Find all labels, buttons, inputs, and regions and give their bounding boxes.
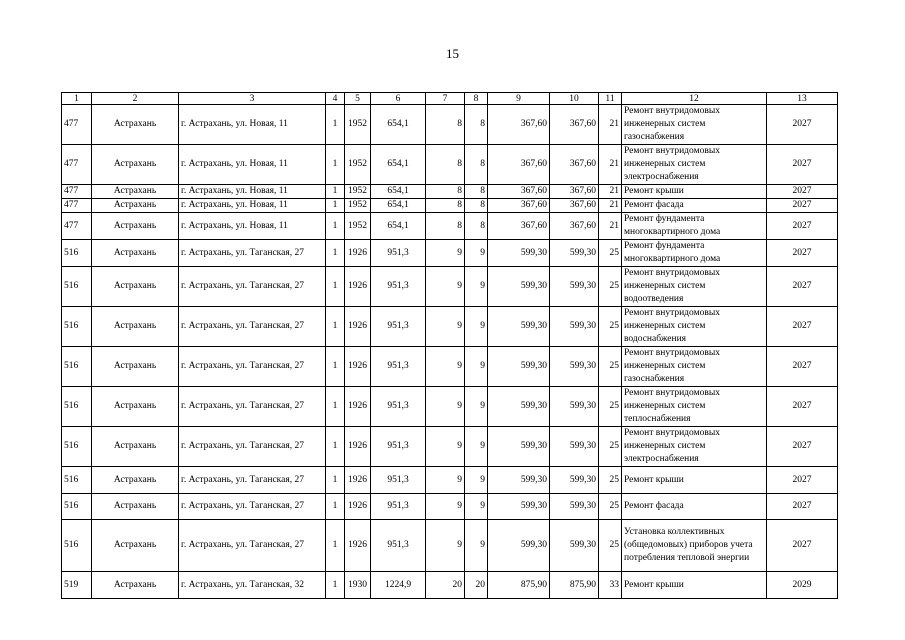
column-10-cell: 599,30 xyxy=(550,387,599,427)
column-7-cell: 8 xyxy=(426,199,465,213)
work-type-line: газоснабжения xyxy=(624,374,685,384)
city-cell: Астрахань xyxy=(92,427,179,467)
work-type-line: инженерных систем xyxy=(624,321,706,331)
column-8-cell: 9 xyxy=(465,427,488,467)
row-number-cell: 516 xyxy=(62,347,92,387)
work-type-line: Ремонт крыши xyxy=(624,186,684,196)
column-header: 2 xyxy=(92,93,179,105)
planned-year-cell: 2027 xyxy=(767,105,838,145)
address-cell: г. Астрахань, ул. Новая, 11 xyxy=(179,105,326,145)
address-cell: г. Астрахань, ул. Таганская, 27 xyxy=(179,427,326,467)
year-cell: 1952 xyxy=(345,105,371,145)
column-4-cell: 1 xyxy=(326,145,345,185)
work-type-line: Ремонт внутридомовых xyxy=(624,146,720,156)
work-type-cell xyxy=(622,520,767,572)
column-4-cell: 1 xyxy=(326,213,345,240)
column-9-cell: 599,30 xyxy=(488,307,550,347)
city-cell: Астрахань xyxy=(92,387,179,427)
work-type-line: инженерных систем xyxy=(624,441,706,451)
column-header: 12 xyxy=(622,93,767,105)
column-9-cell: 367,60 xyxy=(488,145,550,185)
city-cell: Астрахань xyxy=(92,105,179,145)
column-4-cell: 1 xyxy=(326,520,345,572)
column-11-cell: 21 xyxy=(599,199,622,213)
column-11-cell: 25 xyxy=(599,307,622,347)
column-7-cell: 8 xyxy=(426,145,465,185)
city-cell: Астрахань xyxy=(92,267,179,307)
year-cell: 1926 xyxy=(345,347,371,387)
work-type-line: потребления тепловой энергии xyxy=(624,553,750,563)
area-cell: 951,3 xyxy=(371,307,426,347)
planned-year-cell: 2027 xyxy=(767,307,838,347)
address-cell: г. Астрахань, ул. Новая, 11 xyxy=(179,145,326,185)
work-type-cell xyxy=(622,572,767,599)
work-type-line: Ремонт фасада xyxy=(624,200,684,210)
column-10-cell: 599,30 xyxy=(550,494,599,520)
work-type-line: электроснабжения xyxy=(624,454,699,464)
work-type-cell xyxy=(622,105,767,145)
year-cell: 1926 xyxy=(345,387,371,427)
city-cell: Астрахань xyxy=(92,520,179,572)
column-4-cell: 1 xyxy=(326,467,345,494)
column-11-cell: 21 xyxy=(599,185,622,199)
column-9-cell: 599,30 xyxy=(488,267,550,307)
address-cell: г. Астрахань, ул. Таганская, 27 xyxy=(179,307,326,347)
work-type-cell xyxy=(622,494,767,520)
address-cell: г. Астрахань, ул. Таганская, 27 xyxy=(179,240,326,267)
address-cell: г. Астрахань, ул. Таганская, 27 xyxy=(179,387,326,427)
year-cell: 1952 xyxy=(345,185,371,199)
row-number-cell: 519 xyxy=(62,572,92,599)
column-11-cell: 25 xyxy=(599,520,622,572)
column-4-cell: 1 xyxy=(326,199,345,213)
column-4-cell: 1 xyxy=(326,427,345,467)
work-type-line: инженерных систем xyxy=(624,281,706,291)
column-header: 3 xyxy=(179,93,326,105)
column-7-cell: 9 xyxy=(426,427,465,467)
city-cell: Астрахань xyxy=(92,213,179,240)
column-header: 5 xyxy=(345,93,371,105)
year-cell: 1926 xyxy=(345,267,371,307)
work-type-cell xyxy=(622,427,767,467)
table-row xyxy=(62,520,838,572)
work-type-line: Ремонт внутридомовых xyxy=(624,348,720,358)
column-header: 10 xyxy=(550,93,599,105)
work-type-cell xyxy=(622,240,767,267)
city-cell: Астрахань xyxy=(92,185,179,199)
work-type-line: Ремонт крыши xyxy=(624,474,684,485)
column-header: 9 xyxy=(488,93,550,105)
work-type-line: многоквартирного дома xyxy=(624,254,721,264)
work-type-line: водоотведения xyxy=(624,294,684,304)
work-type-line: Ремонт внутридомовых xyxy=(624,428,720,438)
column-10-cell: 599,30 xyxy=(550,520,599,572)
work-type-line: инженерных систем xyxy=(624,401,706,411)
work-type-line: инженерных систем xyxy=(624,119,706,129)
area-cell: 951,3 xyxy=(371,494,426,520)
planned-year-cell: 2027 xyxy=(767,185,838,199)
column-9-cell: 599,30 xyxy=(488,467,550,494)
column-10-cell: 599,30 xyxy=(550,347,599,387)
row-number-cell: 516 xyxy=(62,387,92,427)
row-number-cell: 516 xyxy=(62,494,92,520)
capital-repair-table xyxy=(61,92,838,599)
area-cell: 951,3 xyxy=(371,387,426,427)
work-type-cell xyxy=(622,185,767,199)
row-number-cell: 516 xyxy=(62,307,92,347)
city-cell: Астрахань xyxy=(92,494,179,520)
planned-year-cell: 2027 xyxy=(767,467,838,494)
column-7-cell: 9 xyxy=(426,240,465,267)
year-cell: 1952 xyxy=(345,145,371,185)
city-cell: Астрахань xyxy=(92,199,179,213)
table-body xyxy=(62,105,838,599)
column-11-cell: 25 xyxy=(599,267,622,307)
column-7-cell: 8 xyxy=(426,213,465,240)
work-type-line: водоснабжения xyxy=(624,334,687,344)
row-number-cell: 477 xyxy=(62,199,92,213)
work-type-line: Ремонт фундамента xyxy=(624,214,705,224)
row-number-cell: 516 xyxy=(62,467,92,494)
column-4-cell: 1 xyxy=(326,494,345,520)
table-row xyxy=(62,467,838,494)
table-row xyxy=(62,199,838,213)
address-cell: г. Астрахань, ул. Новая, 11 xyxy=(179,199,326,213)
column-7-cell: 9 xyxy=(426,387,465,427)
table-row xyxy=(62,307,838,347)
column-10-cell: 599,30 xyxy=(550,240,599,267)
column-11-cell: 25 xyxy=(599,387,622,427)
column-8-cell: 8 xyxy=(465,185,488,199)
column-11-cell: 25 xyxy=(599,427,622,467)
column-10-cell: 599,30 xyxy=(550,307,599,347)
work-type-line: (общедомовых) приборов учета xyxy=(624,540,753,550)
work-type-line: теплоснабжения xyxy=(624,414,691,424)
column-4-cell: 1 xyxy=(326,240,345,267)
row-number-cell: 516 xyxy=(62,427,92,467)
year-cell: 1930 xyxy=(345,572,371,599)
planned-year-cell: 2027 xyxy=(767,145,838,185)
address-cell: г. Астрахань, ул. Новая, 11 xyxy=(179,213,326,240)
column-7-cell: 9 xyxy=(426,307,465,347)
work-type-cell xyxy=(622,267,767,307)
table-row xyxy=(62,347,838,387)
column-8-cell: 9 xyxy=(465,267,488,307)
area-cell: 951,3 xyxy=(371,467,426,494)
table-header xyxy=(62,93,838,105)
column-11-cell: 25 xyxy=(599,467,622,494)
column-9-cell: 599,30 xyxy=(488,347,550,387)
work-type-line: Установка коллективных xyxy=(624,527,725,537)
column-4-cell: 1 xyxy=(326,347,345,387)
work-type-cell xyxy=(622,199,767,213)
column-8-cell: 9 xyxy=(465,494,488,520)
address-cell: г. Астрахань, ул. Таганская, 27 xyxy=(179,520,326,572)
column-7-cell: 8 xyxy=(426,185,465,199)
column-8-cell: 8 xyxy=(465,199,488,213)
column-4-cell: 1 xyxy=(326,105,345,145)
work-type-cell xyxy=(622,387,767,427)
column-10-cell: 367,60 xyxy=(550,185,599,199)
city-cell: Астрахань xyxy=(92,467,179,494)
planned-year-cell: 2027 xyxy=(767,520,838,572)
column-10-cell: 367,60 xyxy=(550,145,599,185)
column-9-cell: 599,30 xyxy=(488,240,550,267)
column-8-cell: 9 xyxy=(465,240,488,267)
planned-year-cell: 2027 xyxy=(767,347,838,387)
year-cell: 1952 xyxy=(345,199,371,213)
column-7-cell: 9 xyxy=(426,494,465,520)
work-type-line: Ремонт внутридомовых xyxy=(624,308,720,318)
column-header: 11 xyxy=(599,93,622,105)
page-number: 15 xyxy=(446,46,459,61)
column-10-cell: 599,30 xyxy=(550,267,599,307)
table-row xyxy=(62,427,838,467)
address-cell: г. Астрахань, ул. Таганская, 27 xyxy=(179,267,326,307)
column-10-cell: 599,30 xyxy=(550,427,599,467)
year-cell: 1926 xyxy=(345,307,371,347)
address-cell: г. Астрахань, ул. Таганская, 32 xyxy=(179,572,326,599)
column-9-cell: 367,60 xyxy=(488,199,550,213)
column-10-cell: 367,60 xyxy=(550,213,599,240)
row-number-cell: 477 xyxy=(62,185,92,199)
column-11-cell: 21 xyxy=(599,105,622,145)
table-row xyxy=(62,572,838,599)
column-7-cell: 9 xyxy=(426,467,465,494)
column-11-cell: 25 xyxy=(599,347,622,387)
column-11-cell: 25 xyxy=(599,240,622,267)
work-type-line: Ремонт фасада xyxy=(624,501,684,511)
column-10-cell: 367,60 xyxy=(550,105,599,145)
column-7-cell: 20 xyxy=(426,572,465,599)
area-cell: 654,1 xyxy=(371,185,426,199)
planned-year-cell: 2027 xyxy=(767,494,838,520)
column-8-cell: 9 xyxy=(465,467,488,494)
area-cell: 1224,9 xyxy=(371,572,426,599)
column-9-cell: 599,30 xyxy=(488,387,550,427)
column-9-cell: 599,30 xyxy=(488,494,550,520)
work-type-line: Ремонт внутридомовых xyxy=(624,106,720,116)
column-number-row xyxy=(62,93,838,105)
year-cell: 1952 xyxy=(345,213,371,240)
column-header: 8 xyxy=(465,93,488,105)
column-11-cell: 21 xyxy=(599,145,622,185)
column-8-cell: 9 xyxy=(465,520,488,572)
table-row xyxy=(62,105,838,145)
address-cell: г. Астрахань, ул. Новая, 11 xyxy=(179,185,326,199)
column-7-cell: 8 xyxy=(426,105,465,145)
address-cell: г. Астрахань, ул. Таганская, 27 xyxy=(179,347,326,387)
area-cell: 654,1 xyxy=(371,199,426,213)
column-7-cell: 9 xyxy=(426,520,465,572)
column-9-cell: 367,60 xyxy=(488,105,550,145)
work-type-cell xyxy=(622,347,767,387)
planned-year-cell: 2027 xyxy=(767,267,838,307)
planned-year-cell: 2027 xyxy=(767,213,838,240)
area-cell: 951,3 xyxy=(371,267,426,307)
column-header: 1 xyxy=(62,93,92,105)
column-10-cell: 367,60 xyxy=(550,199,599,213)
row-number-cell: 516 xyxy=(62,240,92,267)
planned-year-cell: 2027 xyxy=(767,199,838,213)
planned-year-cell: 2027 xyxy=(767,387,838,427)
column-header: 13 xyxy=(767,93,838,105)
column-8-cell: 8 xyxy=(465,145,488,185)
column-11-cell: 25 xyxy=(599,494,622,520)
column-8-cell: 8 xyxy=(465,105,488,145)
year-cell: 1926 xyxy=(345,467,371,494)
address-cell: г. Астрахань, ул. Таганская, 27 xyxy=(179,494,326,520)
work-type-cell xyxy=(622,467,767,494)
column-4-cell: 1 xyxy=(326,387,345,427)
area-cell: 654,1 xyxy=(371,213,426,240)
column-4-cell: 1 xyxy=(326,572,345,599)
work-type-line: многоквартирного дома xyxy=(624,227,721,237)
city-cell: Астрахань xyxy=(92,572,179,599)
work-type-line: инженерных систем xyxy=(624,159,706,169)
work-type-line: Ремонт крыши xyxy=(624,579,684,590)
column-11-cell: 21 xyxy=(599,213,622,240)
area-cell: 951,3 xyxy=(371,427,426,467)
work-type-line: Ремонт внутридомовых xyxy=(624,388,720,398)
city-cell: Астрахань xyxy=(92,145,179,185)
planned-year-cell: 2027 xyxy=(767,240,838,267)
year-cell: 1926 xyxy=(345,520,371,572)
planned-year-cell: 2029 xyxy=(767,572,838,599)
column-4-cell: 1 xyxy=(326,185,345,199)
table-row xyxy=(62,185,838,199)
year-cell: 1926 xyxy=(345,494,371,520)
planned-year-cell: 2027 xyxy=(767,427,838,467)
work-type-cell xyxy=(622,213,767,240)
city-cell: Астрахань xyxy=(92,240,179,267)
area-cell: 654,1 xyxy=(371,145,426,185)
column-header: 7 xyxy=(426,93,465,105)
city-cell: Астрахань xyxy=(92,307,179,347)
table-row xyxy=(62,213,838,240)
column-8-cell: 9 xyxy=(465,307,488,347)
column-9-cell: 599,30 xyxy=(488,427,550,467)
work-type-line: газоснабжения xyxy=(624,132,685,142)
table-row xyxy=(62,145,838,185)
row-number-cell: 516 xyxy=(62,267,92,307)
column-8-cell: 8 xyxy=(465,213,488,240)
year-cell: 1926 xyxy=(345,240,371,267)
column-8-cell: 20 xyxy=(465,572,488,599)
work-type-line: инженерных систем xyxy=(624,361,706,371)
area-cell: 951,3 xyxy=(371,520,426,572)
column-10-cell: 875,90 xyxy=(550,572,599,599)
city-cell: Астрахань xyxy=(92,347,179,387)
table-row xyxy=(62,267,838,307)
column-4-cell: 1 xyxy=(326,267,345,307)
column-8-cell: 9 xyxy=(465,387,488,427)
column-7-cell: 9 xyxy=(426,347,465,387)
column-11-cell: 33 xyxy=(599,572,622,599)
column-9-cell: 367,60 xyxy=(488,185,550,199)
work-type-line: Ремонт внутридомовых xyxy=(624,268,720,278)
area-cell: 951,3 xyxy=(371,240,426,267)
row-number-cell: 477 xyxy=(62,145,92,185)
year-cell: 1926 xyxy=(345,427,371,467)
column-header: 6 xyxy=(371,93,426,105)
row-number-cell: 516 xyxy=(62,520,92,572)
row-number-cell: 477 xyxy=(62,105,92,145)
column-8-cell: 9 xyxy=(465,347,488,387)
work-type-line: Ремонт фундамента xyxy=(624,241,705,251)
address-cell: г. Астрахань, ул. Таганская, 27 xyxy=(179,467,326,494)
column-10-cell: 599,30 xyxy=(550,467,599,494)
column-7-cell: 9 xyxy=(426,267,465,307)
column-9-cell: 367,60 xyxy=(488,213,550,240)
work-type-line: электроснабжения xyxy=(624,172,699,182)
work-type-cell xyxy=(622,145,767,185)
column-header: 4 xyxy=(326,93,345,105)
table-row xyxy=(62,240,838,267)
work-type-cell xyxy=(622,307,767,347)
row-number-cell: 477 xyxy=(62,213,92,240)
column-9-cell: 875,90 xyxy=(488,572,550,599)
area-cell: 654,1 xyxy=(371,105,426,145)
table-row xyxy=(62,387,838,427)
column-9-cell: 599,30 xyxy=(488,520,550,572)
column-4-cell: 1 xyxy=(326,307,345,347)
area-cell: 951,3 xyxy=(371,347,426,387)
table-row xyxy=(62,494,838,520)
